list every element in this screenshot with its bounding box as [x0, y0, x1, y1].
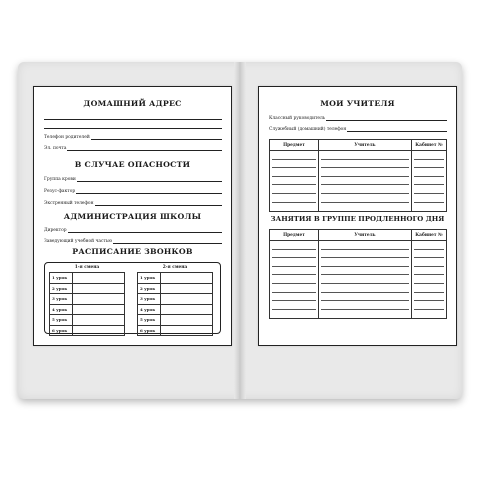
table-row — [270, 203, 447, 212]
lesson-time-cell[interactable] — [73, 294, 125, 305]
email-field[interactable] — [44, 143, 222, 151]
shift-1-label: 1-я смена — [74, 265, 100, 270]
table-cell[interactable] — [412, 194, 447, 203]
table-row — [270, 284, 447, 293]
lesson-time-cell[interactable] — [73, 325, 125, 336]
notebook-spread — [18, 62, 462, 399]
table-cell[interactable] — [270, 301, 319, 310]
lesson-label: 2 урок — [50, 283, 73, 294]
lesson-label: 3 урок — [138, 294, 161, 305]
rh-factor-field[interactable] — [44, 186, 222, 194]
work-phone-field[interactable] — [269, 124, 447, 132]
table-cell[interactable] — [412, 177, 447, 186]
table-cell[interactable] — [319, 310, 412, 319]
table-cell[interactable] — [270, 250, 319, 259]
table-cell[interactable] — [319, 284, 412, 293]
table-cell[interactable] — [412, 275, 447, 284]
table-row — [270, 185, 447, 194]
table-cell[interactable] — [319, 258, 412, 267]
left-page — [33, 86, 232, 346]
head-teacher-label: Заведующий учебной частью — [44, 239, 113, 244]
table-row — [270, 194, 447, 203]
table-cell[interactable] — [319, 168, 412, 177]
lesson-time-cell[interactable] — [161, 304, 213, 315]
table-cell[interactable] — [412, 160, 447, 169]
email-line[interactable] — [67, 145, 222, 151]
director-line[interactable] — [68, 227, 222, 233]
table-cell[interactable] — [319, 267, 412, 276]
emergency-phone-field[interactable] — [44, 198, 222, 206]
table-cell[interactable] — [319, 194, 412, 203]
table-cell[interactable] — [319, 301, 412, 310]
lesson-time-cell[interactable] — [161, 325, 213, 336]
table-cell[interactable] — [412, 301, 447, 310]
table-cell[interactable] — [412, 284, 447, 293]
table-row — [50, 304, 125, 315]
blood-type-line[interactable] — [77, 176, 222, 182]
table-cell[interactable] — [412, 293, 447, 302]
table-row — [50, 283, 125, 294]
table-cell[interactable] — [270, 203, 319, 212]
address-line-2[interactable] — [44, 128, 222, 129]
lesson-label: 5 урок — [138, 315, 161, 326]
table-cell[interactable] — [270, 160, 319, 169]
lesson-label: 4 урок — [50, 304, 73, 315]
table-row — [138, 273, 213, 284]
table-cell[interactable] — [319, 250, 412, 259]
table-cell[interactable] — [412, 310, 447, 319]
table-cell[interactable] — [319, 293, 412, 302]
teachers-table — [269, 139, 447, 212]
parent-phone-label: Телефон родителей — [44, 135, 90, 140]
table-row — [138, 304, 213, 315]
lesson-label: 5 урок — [50, 315, 73, 326]
column-header-teacher: Учитель — [319, 230, 412, 241]
table-cell[interactable] — [270, 185, 319, 194]
table-cell[interactable] — [270, 177, 319, 186]
parent-phone-line[interactable] — [91, 134, 222, 140]
table-cell[interactable] — [270, 241, 319, 250]
table-row — [50, 294, 125, 305]
lesson-time-cell[interactable] — [73, 315, 125, 326]
table-row — [270, 258, 447, 267]
director-field[interactable] — [44, 225, 222, 233]
table-cell[interactable] — [412, 250, 447, 259]
table-cell[interactable] — [319, 203, 412, 212]
director-label: Директор — [44, 228, 67, 233]
table-cell[interactable] — [270, 310, 319, 319]
notebook-spine — [234, 62, 246, 399]
lesson-label: 1 урок — [138, 273, 161, 284]
administration-title: АДМИНИСТРАЦИЯ ШКОЛЫ — [63, 212, 202, 221]
blood-type-label: Группа крови — [44, 177, 76, 182]
table-row — [270, 301, 447, 310]
column-header-subject: Предмет — [270, 230, 319, 241]
lesson-label: 3 урок — [50, 294, 73, 305]
table-cell[interactable] — [270, 267, 319, 276]
table-row — [138, 294, 213, 305]
table-cell[interactable] — [270, 258, 319, 267]
table-row — [138, 283, 213, 294]
head-teacher-field[interactable] — [44, 236, 222, 244]
table-cell[interactable] — [319, 185, 412, 194]
column-header-room: Кабинет № — [412, 230, 447, 241]
table-cell[interactable] — [270, 194, 319, 203]
lesson-time-cell[interactable] — [73, 304, 125, 315]
lesson-label: 1 урок — [50, 273, 73, 284]
shift-2-table — [137, 272, 213, 336]
table-row — [50, 325, 125, 336]
table-cell[interactable] — [270, 168, 319, 177]
right-page — [258, 86, 457, 346]
address-line-1[interactable] — [44, 119, 222, 120]
table-cell[interactable] — [319, 275, 412, 284]
table-cell[interactable] — [412, 267, 447, 276]
table-cell[interactable] — [412, 185, 447, 194]
lesson-label: 4 урок — [138, 304, 161, 315]
lesson-time-cell[interactable] — [161, 294, 213, 305]
lesson-label: 6 урок — [138, 325, 161, 336]
blood-type-field[interactable] — [44, 174, 222, 182]
bell-schedule-frame — [44, 262, 221, 334]
table-header-row — [270, 140, 447, 151]
table-cell[interactable] — [412, 241, 447, 250]
lesson-time-cell[interactable] — [73, 273, 125, 284]
table-header-row — [270, 230, 447, 241]
lesson-time-cell[interactable] — [161, 273, 213, 284]
shift-1-table — [49, 272, 125, 336]
email-label: Эл. почта — [44, 146, 67, 151]
column-header-teacher: Учитель — [319, 140, 412, 151]
teachers-title: МОИ УЧИТЕЛЯ — [320, 99, 395, 108]
emergency-phone-label: Экстренный телефон — [44, 201, 94, 206]
emergency-title: В СЛУЧАЕ ОПАСНОСТИ — [74, 160, 191, 169]
rh-factor-label: Резус-фактор — [44, 189, 76, 194]
table-cell[interactable] — [412, 151, 447, 160]
table-cell[interactable] — [270, 275, 319, 284]
work-phone-line[interactable] — [347, 126, 447, 132]
extended-day-table — [269, 229, 447, 319]
class-teacher-label: Классный руководитель — [269, 116, 326, 121]
table-row — [270, 267, 447, 276]
column-header-room: Кабинет № — [412, 140, 447, 151]
home-address-title: ДОМАШНИЙ АДРЕС — [83, 99, 182, 108]
lesson-label: 2 урок — [138, 283, 161, 294]
table-cell[interactable] — [270, 293, 319, 302]
emergency-phone-line[interactable] — [95, 200, 223, 206]
table-cell[interactable] — [270, 151, 319, 160]
class-teacher-field[interactable] — [269, 113, 447, 121]
table-row — [138, 325, 213, 336]
table-row — [270, 293, 447, 302]
table-row — [270, 177, 447, 186]
class-teacher-line[interactable] — [326, 115, 447, 121]
column-header-subject: Предмет — [270, 140, 319, 151]
table-cell[interactable] — [319, 241, 412, 250]
lesson-label: 6 урок — [50, 325, 73, 336]
parent-phone-field[interactable] — [44, 132, 222, 140]
lesson-time-cell[interactable] — [161, 315, 213, 326]
table-row — [270, 168, 447, 177]
table-cell[interactable] — [270, 284, 319, 293]
table-cell[interactable] — [412, 258, 447, 267]
table-row — [50, 315, 125, 326]
head-teacher-line[interactable] — [113, 238, 222, 244]
work-phone-label: Служебный (домашний) телефон — [269, 127, 347, 132]
table-cell[interactable] — [319, 177, 412, 186]
table-cell[interactable] — [412, 203, 447, 212]
bell-schedule-title: РАСПИСАНИЕ ЗВОНКОВ — [72, 247, 193, 256]
shift-2-label: 2-я смена — [162, 265, 188, 270]
table-row — [270, 310, 447, 319]
table-cell[interactable] — [319, 151, 412, 160]
table-row — [270, 160, 447, 169]
table-row — [138, 315, 213, 326]
table-cell[interactable] — [319, 160, 412, 169]
table-row — [50, 273, 125, 284]
rh-factor-line[interactable] — [76, 188, 222, 194]
table-row — [270, 250, 447, 259]
table-cell[interactable] — [412, 168, 447, 177]
lesson-time-cell[interactable] — [73, 283, 125, 294]
table-row — [270, 241, 447, 250]
extended-day-title: ЗАНЯТИЯ В ГРУППЕ ПРОДЛЕННОГО ДНЯ — [270, 215, 445, 223]
table-row — [270, 151, 447, 160]
table-row — [270, 275, 447, 284]
lesson-time-cell[interactable] — [161, 283, 213, 294]
